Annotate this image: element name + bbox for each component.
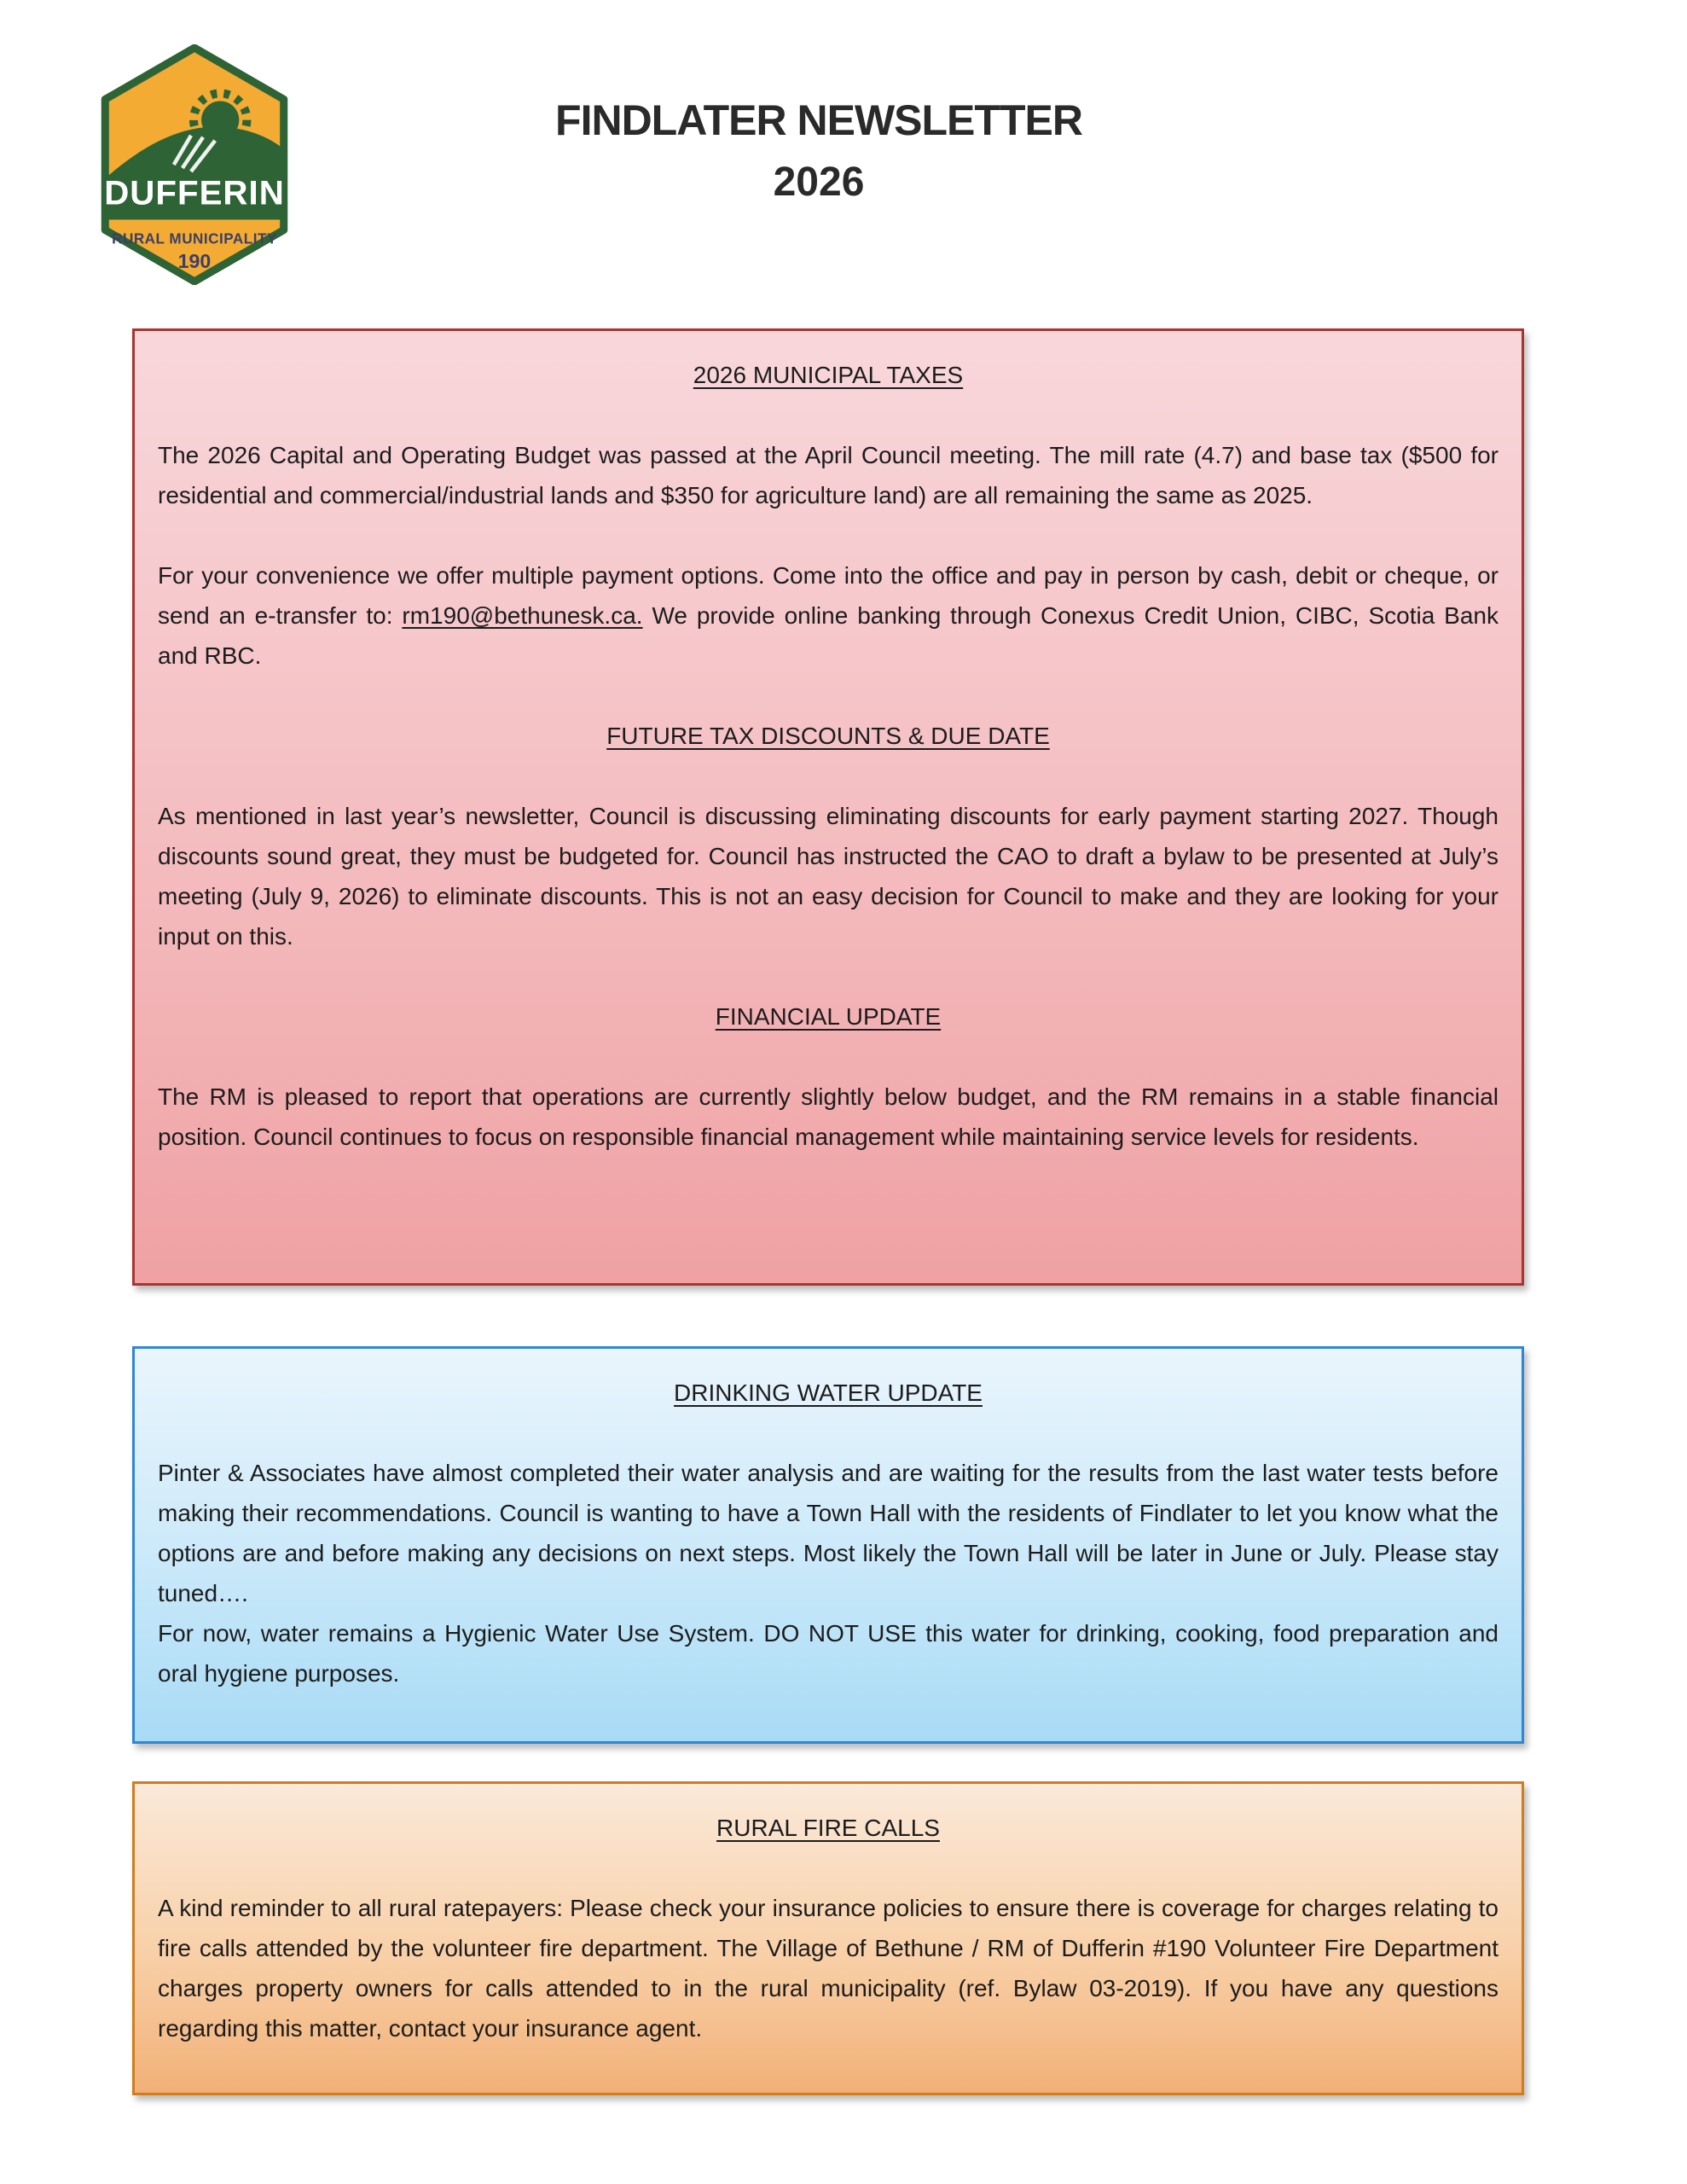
payment-options-paragraph <box>158 555 1499 676</box>
financial-update-heading: FINANCIAL UPDATE <box>715 1003 942 1030</box>
budget-paragraph: The 2026 Capital and Operating Budget was passed at the April Council meeting. The mill rate (4.7) and base tax ($500 for residential and commercial/industrial lands and $350 for agriculture land) are all remaining the same as 2025. <box>158 442 1499 508</box>
future-tax-discounts-heading: FUTURE TAX DISCOUNTS & DUE DATE <box>606 723 1050 749</box>
financial-update-paragraph: The RM is pleased to report that operations are currently slightly below budget, and the RM remains in a stable financial position. Council continues to focus on responsible financial management while maintaining service levels for residents. <box>158 1083 1499 1150</box>
drinking-water-heading: DRINKING WATER UPDATE <box>674 1380 983 1406</box>
logo-number-text: 190 <box>177 249 212 272</box>
municipal-taxes-section <box>132 328 1524 1286</box>
discounts-paragraph: As mentioned in last year’s newsletter, Council is discussing eliminating discounts for early payment starting 2027. Though discounts sound great, they must be budgeted for. Council has instructed the CAO to draft a bylaw to be presented at July’s meeting (July 9, 2026) to eliminate discounts. This is not an easy decision for Council to make and they are looking for your input on this. <box>158 803 1499 950</box>
payment-options-text-after: We provide online banking through Conexus Credit Union, CIBC, Scotia Bank and RBC. <box>158 602 1499 669</box>
hygienic-water-warning-paragraph: For now, water remains a Hygienic Water Use System. DO NOT USE this water for drinking, cooking, food preparation and oral hygiene purposes. <box>158 1620 1499 1687</box>
drinking-water-section <box>132 1346 1524 1744</box>
newsletter-title-block <box>0 89 1638 213</box>
newsletter-year: 2026 <box>773 160 865 205</box>
rural-fire-calls-heading: RURAL FIRE CALLS <box>716 1815 940 1841</box>
newsletter-title: FINDLATER NEWSLETTER <box>555 96 1082 144</box>
payment-options-text-before: For your convenience we offer multiple payment options. Come into the office and pay in person by cash, debit or cheque, or send an e-transfer to: <box>158 562 1499 629</box>
logo-subtitle-text: RURAL MUNICIPALITY <box>112 230 277 247</box>
etransfer-email: rm190@bethunesk.ca. <box>402 602 643 629</box>
rural-fire-calls-section <box>132 1781 1524 2095</box>
logo-name-text: DUFFERIN <box>104 173 285 212</box>
municipal-taxes-heading: 2026 MUNICIPAL TAXES <box>693 362 964 388</box>
fire-calls-paragraph: A kind reminder to all rural ratepayers: Please check your insurance policies to ensure there is coverage for charges relating to fire calls attended by the volunteer fire department. The Village of Bethune / RM of Dufferin #190 Volunteer Fire Department charges property owners for calls attended to in the rural municipality (ref. Bylaw 03-2019). If you have any questions regarding this matter, contact your insurance agent. <box>158 1895 1499 2042</box>
water-analysis-paragraph: Pinter & Associates have almost completed their water analysis and are waiting for the results from the last water tests before making their recommendations. Council is wanting to have a Town Hall with the residents of Findlater to let you know what the options are and before making any decisions on next steps. Most likely the Town Hall will be later in June or July. Please stay tuned…. <box>158 1460 1499 1606</box>
